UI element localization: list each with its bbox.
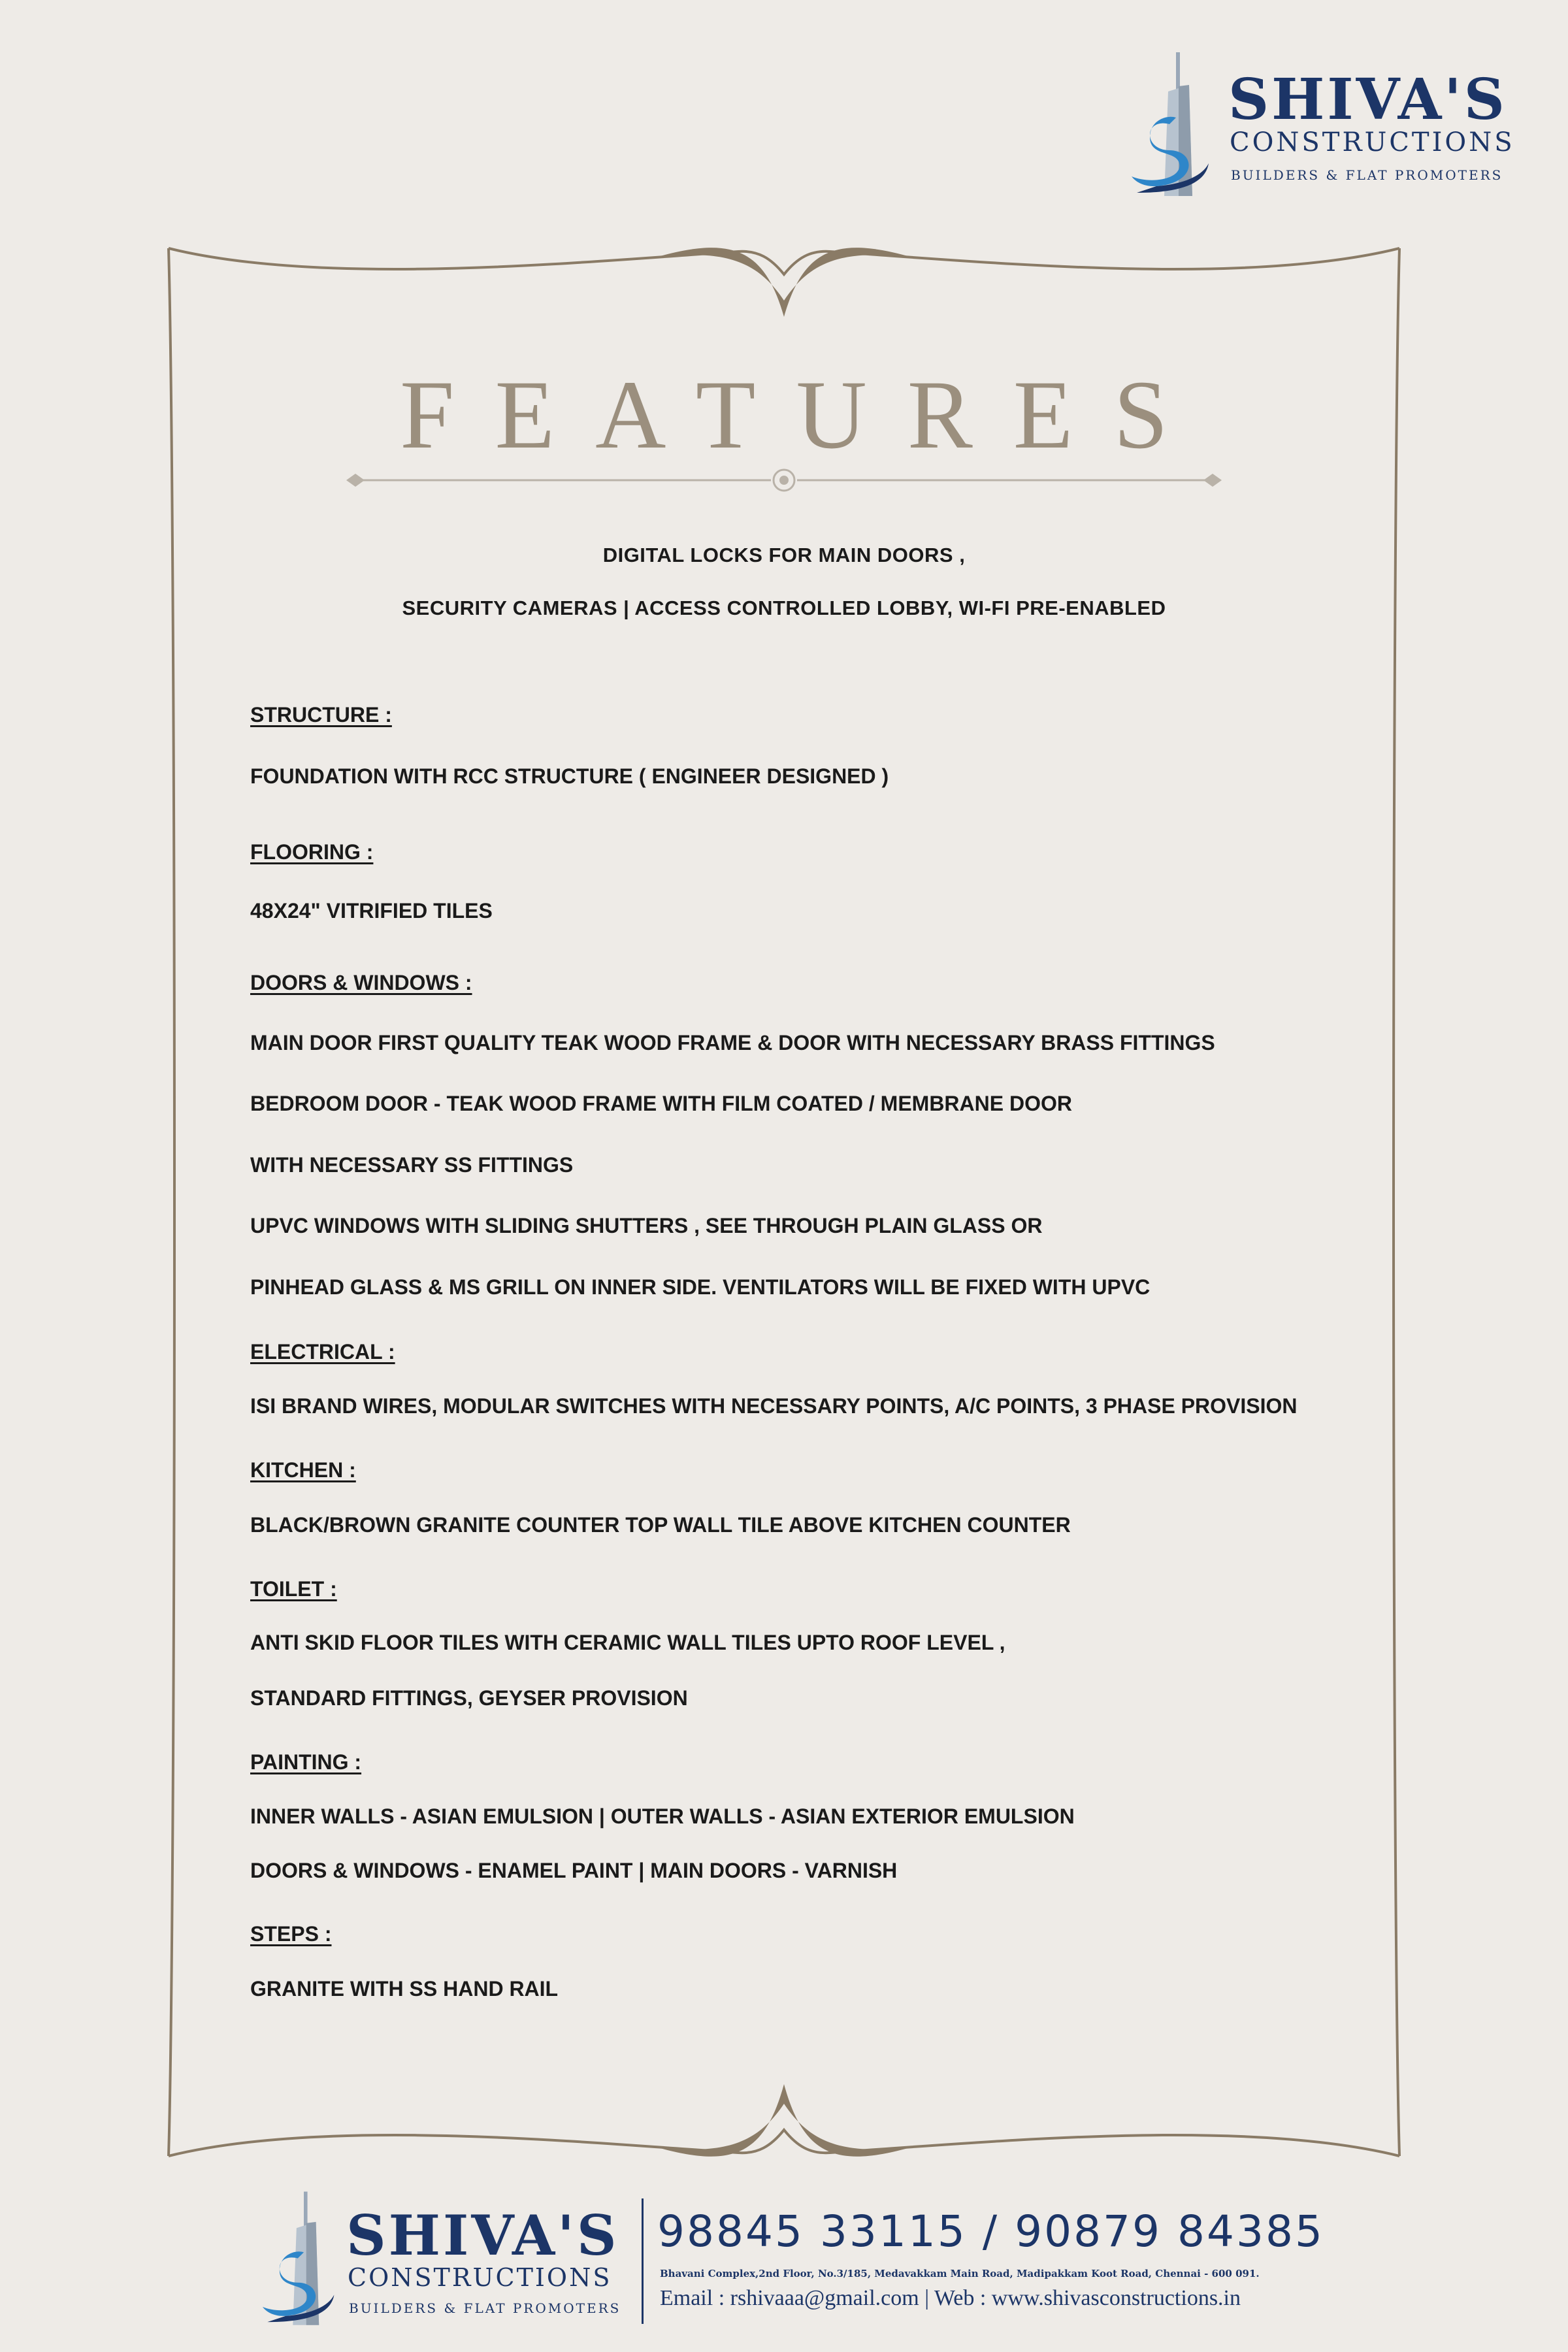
section-heading-electrical: ELECTRICAL : [250, 1340, 395, 1364]
section-heading-painting: PAINTING : [250, 1750, 362, 1774]
section-heading-doors-windows: DOORS & WINDOWS : [250, 971, 472, 994]
section-line: BLACK/BROWN GRANITE COUNTER TOP WALL TILE ABOVE KITCHEN COUNTER [250, 1513, 1071, 1537]
section-heading-structure: STRUCTURE : [250, 703, 392, 727]
section-line: FOUNDATION WITH RCC STRUCTURE ( ENGINEER DESIGNED ) [250, 764, 889, 788]
brand-sub: CONSTRUCTIONS [1230, 127, 1515, 157]
section-heading-steps: STEPS : [250, 1922, 332, 1946]
section-line: UPVC WINDOWS WITH SLIDING SHUTTERS , SEE THROUGH PLAIN GLASS OR [250, 1214, 1043, 1237]
building-s-logo-icon [261, 2180, 346, 2330]
intro-line-1: DIGITAL LOCKS FOR MAIN DOORS , [602, 544, 966, 566]
section-heading-flooring: FLOORING : [250, 840, 374, 864]
building-s-logo-icon [1130, 46, 1222, 196]
footer-address: Bhavani Complex,2nd Floor, No.3/185, Medavakkam Main Road, Madipakkam Koot Road, Chennai - 600 091. [660, 2268, 1260, 2279]
section-heading-kitchen: KITCHEN : [250, 1458, 356, 1482]
footer-divider [642, 2198, 644, 2324]
footer-brand-tagline: BUILDERS & FLAT PROMOTERS [349, 2300, 621, 2316]
section-line: MAIN DOOR FIRST QUALITY TEAK WOOD FRAME & DOOR WITH NECESSARY BRASS FITTINGS [250, 1031, 1215, 1054]
section-line: BEDROOM DOOR - TEAK WOOD FRAME WITH FILM COATED / MEMBRANE DOOR [250, 1092, 1072, 1115]
footer-contact[interactable]: Email : rshivaaa@gmail.com | Web : www.shivasconstructions.in [660, 2286, 1241, 2310]
page-title: FEATURES [400, 361, 1209, 469]
section-line: ISI BRAND WIRES, MODULAR SWITCHES WITH NECESSARY POINTS, A/C POINTS, 3 PHASE PROVISION [250, 1394, 1298, 1418]
section-line: STANDARD FITTINGS, GEYSER PROVISION [250, 1686, 688, 1710]
section-line: ANTI SKID FLOOR TILES WITH CERAMIC WALL TILES UPTO ROOF LEVEL , [250, 1631, 1005, 1654]
footer-phone[interactable]: 98845 33115 / 90879 84385 [657, 2206, 1324, 2257]
brand-tagline: BUILDERS & FLAT PROMOTERS [1231, 167, 1503, 183]
brand-logo-top [1130, 39, 1515, 196]
brand-name: SHIVA'S [1228, 67, 1507, 133]
section-line: GRANITE WITH SS HAND RAIL [250, 1977, 559, 2001]
footer-brand-sub: CONSTRUCTIONS [348, 2263, 612, 2292]
section-line: DOORS & WINDOWS - ENAMEL PAINT | MAIN DOORS - VARNISH [250, 1859, 898, 1882]
section-line: 48X24" VITRIFIED TILES [250, 899, 493, 923]
intro-line-2: SECURITY CAMERAS | ACCESS CONTROLLED LOBBY, WI-FI PRE-ENABLED [402, 596, 1166, 619]
section-line: WITH NECESSARY SS FITTINGS [250, 1153, 574, 1177]
footer-brand-name: SHIVA'S [346, 2203, 619, 2268]
section-heading-toilet: TOILET : [250, 1577, 337, 1601]
footer [261, 2172, 1324, 2329]
section-line: INNER WALLS - ASIAN EMULSION | OUTER WALLS - ASIAN EXTERIOR EMULSION [250, 1805, 1075, 1828]
section-line: PINHEAD GLASS & MS GRILL ON INNER SIDE. VENTILATORS WILL BE FIXED WITH UPVC [250, 1275, 1151, 1299]
